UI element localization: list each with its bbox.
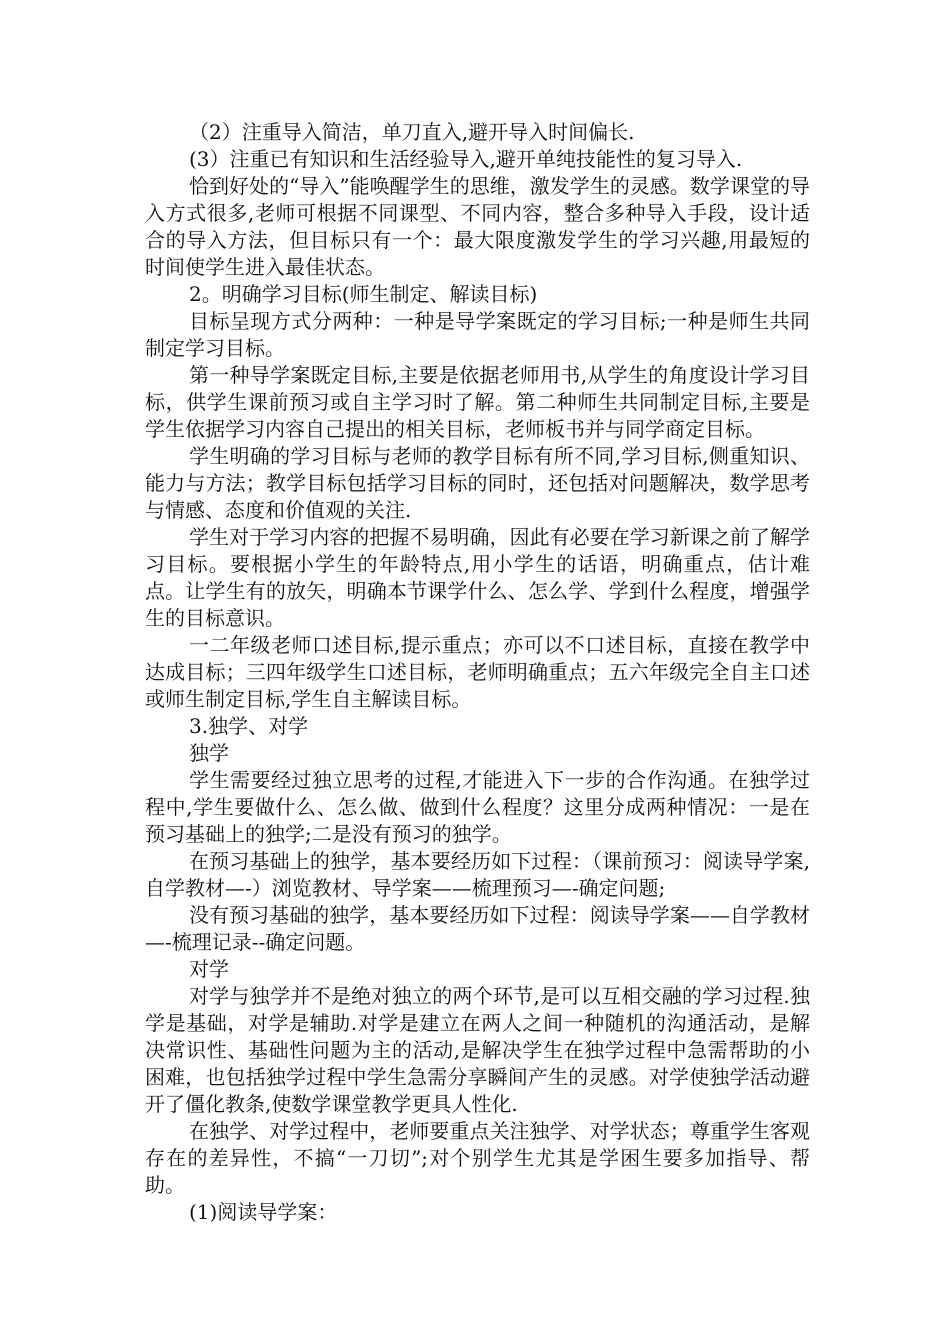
paragraph-6: 第一种导学案既定目标,主要是依据老师用书,从学生的角度设计学习目标，供学生课前预习或自主学习时了解。第二种师生共同制定目标,主要是学生依据学习内容自己提出的相关目标，老师板书并与同学商定目标。 [145,363,810,441]
paragraph-8: 学生对于学习内容的把握不易明确，因此有必要在学习新课之前了解学习目标。要根据小学生的年龄特点,用小学生的话语，明确重点，估计难点。让学生有的放矢，明确本节课学什么、怎么学、学到什么程度，增强学生的目标意识。 [145,525,810,630]
list-item-1: (1)阅读导学案： [189,1200,338,1224]
paragraph-5: 目标呈现方式分两种：一种是导学案既定的学习目标;一种是师生共同制定学习目标。 [145,309,810,360]
section-heading-3: 3.独学、对学 [189,714,309,738]
paragraph-7: 学生明确的学习目标与老师的教学目标有所不同,学习目标,侧重知识、能力与方法；教学目标包括学习目标的同时，还包括对问题解决，数学思考与情感、态度和价值观的关注. [145,444,810,522]
paragraph-12: 学生需要经过独立思考的过程,才能进入下一步的合作沟通。在独学过程中,学生要做什么、怎么做、做到什么程度？这里分成两种情况：一是在预习基础上的独学;二是没有预习的独学。 [145,768,810,846]
subheading-independent-study: 独学 [189,741,229,765]
document-body [145,119,810,1226]
paragraph-17: 在独学、对学过程中，老师要重点关注独学、对学状态；尊重学生客观存在的差异性，不搞“一刀切”;对个别学生尤其是学困生要多加指导、帮助。 [145,1119,810,1197]
paragraph-16: 对学与独学并不是绝对独立的两个环节,是可以互相交融的学习过程.独学是基础，对学是辅助.对学是建立在两人之间一种随机的沟通活动，是解决常识性、基础性问题为主的活动,是解决学生在独学过程中急需帮助的小困难，也包括独学过程中学生急需分享瞬间产生的灵感。对学使独学活动避开了僵化教条,使数学课堂教学更具人性化. [145,984,810,1116]
paragraph-14: 没有预习基础的独学，基本要经历如下过程：阅读导学案——自学教材—-梳理记录--确定问题。 [145,903,810,954]
paragraph-9: 一二年级老师口述目标,提示重点；亦可以不口述目标，直接在教学中达成目标；三四年级学生口述目标，老师明确重点；五六年级完全自主口述或师生制定目标,学生自主解读目标。 [145,633,810,711]
paragraph-2: (3）注重已有知识和生活经验导入,避开单纯技能性的复习导入. [189,147,743,171]
section-heading-2: 2。明确学习目标(师生制定、解读目标) [189,282,538,306]
paragraph-3: 恰到好处的“导入”能唤醒学生的思维，激发学生的灵感。数学课堂的导入方式很多,老师可根据不同课型、不同内容，整合多种导入手段，设计适合的导入方法，但目标只有一个：最大限度激发学生的学习兴趣,用最短的时间使学生进入最佳状态。 [145,174,810,279]
subheading-pair-study: 对学 [189,957,229,981]
paragraph-1: （2）注重导入简洁，单刀直入,避开导入时间偏长. [189,120,635,144]
paragraph-13: 在预习基础上的独学，基本要经历如下过程：（课前预习：阅读导学案,自学教材—-）浏览教材、导学案——梳理预习—-确定问题; [145,849,810,900]
